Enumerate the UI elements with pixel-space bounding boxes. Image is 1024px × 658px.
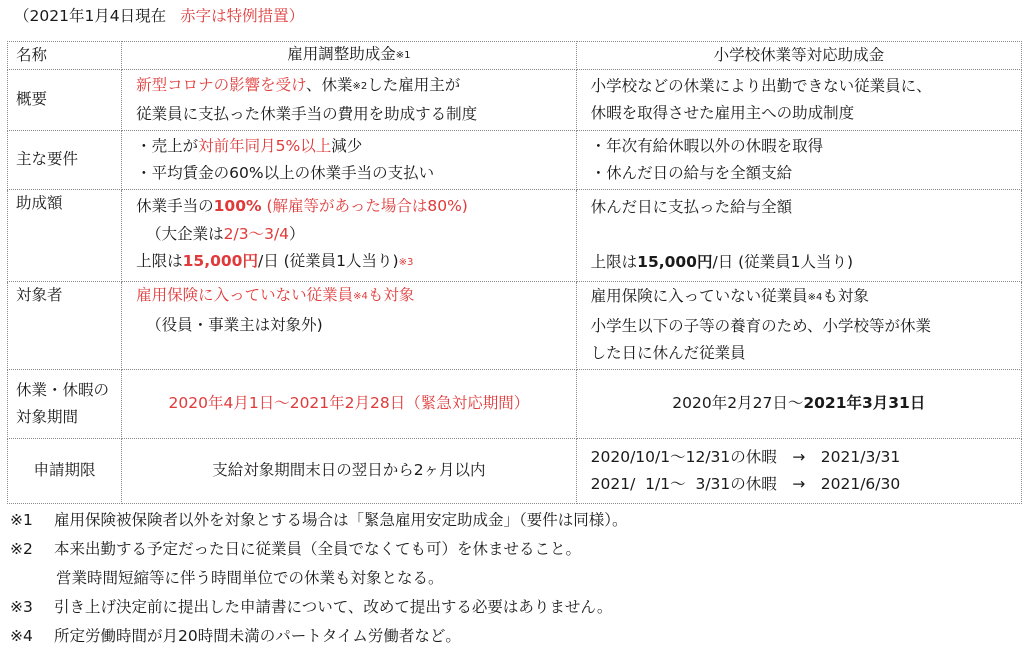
yoken-l1b: 減少 xyxy=(331,136,363,155)
yoken-col2 xyxy=(576,131,1021,190)
gaiyo-line2: 従業員に支払った休業手当の費用を助成する制度 xyxy=(136,105,478,123)
josei-l1a: 休業手当の xyxy=(136,197,214,216)
yoken-c2-l1: ・年次有給休暇以外の休暇を取得 xyxy=(590,136,824,155)
taisho-c2-l3: した日に休んだ従業員 xyxy=(590,344,746,363)
josei-l3-mark: ※3 xyxy=(398,257,414,269)
date-note: （2021年1月4日現在 xyxy=(14,7,167,25)
table-header-row xyxy=(8,42,1022,70)
table-row xyxy=(8,282,1022,370)
yoken-red: 対前年同月5%以上 xyxy=(198,136,332,155)
gaiyo-col1 xyxy=(122,70,577,131)
josei-l2b: ） xyxy=(289,224,305,243)
footnote-2-cont: 営業時間短縮等に伴う時間単位での休業も対象となる。 xyxy=(56,569,444,587)
josei-l2a: （大企業は xyxy=(146,224,224,243)
josei-c2-l3a: 上限は xyxy=(590,253,638,272)
gaiyo-col2 xyxy=(576,70,1021,131)
taisho-c2-mark: ※4 xyxy=(807,292,823,304)
taisho-c2-l2: 小学生以下の子等の養育のため、小学校等が休業 xyxy=(590,316,932,335)
gaiyo-c2-line2: 休暇を取得させた雇用主への助成制度 xyxy=(590,104,855,122)
josei-l1-red: (解雇等があった場合は80%) xyxy=(261,197,468,216)
table-row xyxy=(8,439,1022,504)
footnote-text: 雇用保険被保険者以外を対象とする場合は「緊急雇用安定助成金」（要件は同様）。 xyxy=(54,511,628,529)
taisho-col2 xyxy=(576,282,1021,370)
josei-l3-bold: 15,000円 xyxy=(182,252,258,271)
taisho-red2: も対象 xyxy=(367,286,415,304)
row-label-kikan xyxy=(8,370,122,439)
shinsei-col1: 支給対象期間末日の翌日から2ヶ月以内 xyxy=(122,439,577,504)
yoken-c2-l2: ・休んだ日の給与を全額支給 xyxy=(590,164,793,182)
header-name: 名称 xyxy=(8,42,122,70)
header-col1-text: 雇用調整助成金 xyxy=(287,45,396,63)
row-label-shinsei: 申請期限 xyxy=(8,439,122,504)
footnote-text: 本来出勤する予定だった日に従業員（全員でなくても可）を休ませること。 xyxy=(54,540,582,558)
shinsei-c2-l1: 2020/10/1～12/31の休暇 → 2021/3/31 xyxy=(590,447,901,466)
footnote-text: 引き上げ決定前に提出した申請書について、改めて提出する必要はありません。 xyxy=(54,598,613,616)
taisho-c2-l1a: 雇用保険に入っていない従業員 xyxy=(590,287,808,306)
footnote-mark: ※4 xyxy=(10,627,33,645)
table-row xyxy=(8,190,1022,282)
josei-c2-l1: 休んだ日に支払った給与全額 xyxy=(590,198,793,217)
josei-l1-bold: 100% xyxy=(213,197,262,216)
header-col1 xyxy=(122,42,577,70)
josei-c2-l3b: /日 (従業員1人当り) xyxy=(712,253,854,272)
gaiyo-text2: した雇用主が xyxy=(367,75,461,94)
footnote-4 xyxy=(10,622,1010,651)
taisho-l2: （役員・事業主は対象外) xyxy=(146,315,323,334)
gaiyo-red: 新型コロナの影響を受け xyxy=(136,75,307,94)
josei-col1 xyxy=(122,190,577,282)
shinsei-c2-l2: 2021/ 1/1～ 3/31の休暇 → 2021/6/30 xyxy=(590,475,901,493)
footnote-mark: ※3 xyxy=(10,598,33,616)
table-row xyxy=(8,131,1022,190)
table-row xyxy=(8,370,1022,439)
kikan-col2 xyxy=(576,370,1021,439)
header-col2: 小学校休業等対応助成金 xyxy=(576,42,1021,70)
gaiyo-text: 、休業 xyxy=(306,75,353,94)
header-col1-mark: ※1 xyxy=(395,50,411,61)
footnote-text: 所定労働時間が月20時間未満のパートタイム労働者など。 xyxy=(54,627,461,645)
red-legend: 赤字は特例措置） xyxy=(180,7,305,25)
yoken-col1 xyxy=(122,131,577,190)
yoken-l1a: ・売上が xyxy=(136,136,199,155)
footnote-2 xyxy=(10,535,1010,564)
table-row xyxy=(8,70,1022,131)
subsidy-comparison-table xyxy=(7,41,1022,504)
row-label-gaiyo: 概要 xyxy=(8,70,122,131)
kikan-label-l2: 対象期間 xyxy=(16,408,79,426)
footnote-3 xyxy=(10,593,1010,622)
taisho-col1 xyxy=(122,282,577,370)
row-label-yoken: 主な要件 xyxy=(8,131,122,190)
kikan-c2a: 2020年2月27日～ xyxy=(672,394,804,413)
header-note xyxy=(14,2,304,30)
josei-l2-red: 2/3～3/4 xyxy=(223,224,290,243)
kikan-col1: 2020年4月1日～2021年2月28日（緊急対応期間） xyxy=(122,370,577,439)
taisho-red: 雇用保険に入っていない従業員 xyxy=(136,286,354,304)
josei-l3a: 上限は xyxy=(136,252,183,271)
shinsei-col2 xyxy=(576,439,1021,504)
taisho-c2-l1b: も対象 xyxy=(822,287,869,306)
kikan-c2-bold: 2021年3月31日 xyxy=(803,394,926,413)
kikan-label-l1: 休業・休暇の xyxy=(16,380,110,399)
footnote-mark: ※2 xyxy=(10,540,33,558)
footnotes xyxy=(10,506,1010,651)
josei-l3b: /日 (従業員1人当り) xyxy=(257,252,399,271)
josei-col2 xyxy=(576,190,1021,282)
taisho-mark: ※4 xyxy=(353,291,368,302)
yoken-l2: ・平均賃金の60%以上の休業手当の支払い xyxy=(136,164,435,182)
footnote-mark: ※1 xyxy=(10,511,33,529)
josei-c2-bold: 15,000円 xyxy=(637,253,713,272)
gaiyo-mark: ※2 xyxy=(352,80,368,92)
footnote-1 xyxy=(10,506,1010,535)
gaiyo-c2-line1: 小学校などの休業により出勤できない従業員に、 xyxy=(590,76,932,95)
row-label-taisho: 対象者 xyxy=(8,282,122,370)
row-label-josei: 助成額 xyxy=(8,190,122,282)
